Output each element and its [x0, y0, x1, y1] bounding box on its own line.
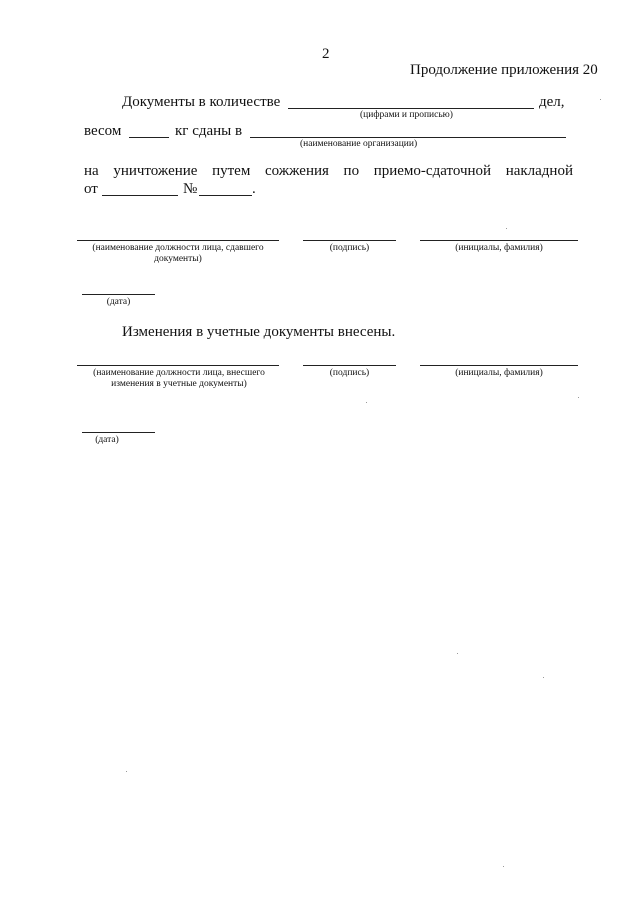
name-caption-1: (инициалы, фамилия)	[455, 243, 543, 253]
signature-field-2[interactable]	[303, 365, 396, 366]
name-caption-2: (инициалы, фамилия)	[455, 368, 543, 378]
signature-field-1[interactable]	[303, 240, 396, 241]
word: сожжения	[264, 163, 329, 179]
scan-speck	[543, 677, 544, 678]
changes-statement: Изменения в учетные документы внесены.	[122, 324, 396, 340]
period: .	[252, 181, 256, 197]
number-sign: №	[183, 181, 198, 197]
weight-field[interactable]	[129, 137, 169, 138]
signature-caption-1: (подпись)	[329, 243, 370, 253]
units-label: дел,	[539, 94, 565, 110]
appendix-header: Продолжение приложения 20	[410, 62, 598, 78]
invoice-date-field[interactable]	[102, 195, 178, 196]
from-label: от	[84, 181, 98, 197]
documents-count-caption: (цифрами и прописью)	[360, 110, 453, 120]
page-number: 2	[322, 46, 330, 62]
position-field-2[interactable]	[77, 365, 279, 366]
position-caption-1: (наименование должности лица, сдавшего документы)	[92, 243, 264, 264]
scan-speck	[578, 397, 579, 398]
scan-speck	[600, 99, 601, 100]
word: путем	[212, 163, 251, 179]
organization-caption: (наименование организации)	[300, 139, 418, 149]
handed-to-label: кг сданы в	[175, 123, 243, 139]
destruction-sentence	[84, 163, 573, 180]
date-caption-2: (дата)	[95, 435, 119, 445]
position-caption-2: (наименование должности лица, внесшего изменения в учетные документы)	[93, 368, 265, 389]
word: приемо-сдаточной	[373, 163, 492, 179]
position-field-1[interactable]	[77, 240, 279, 241]
word: на	[84, 163, 99, 179]
word: накладной	[505, 163, 573, 179]
invoice-number-field[interactable]	[199, 195, 252, 196]
scan-speck	[503, 866, 504, 867]
weight-label: весом	[84, 123, 122, 139]
scan-speck	[126, 771, 127, 772]
word: уничтожение	[113, 163, 198, 179]
scan-speck	[457, 653, 458, 654]
word: по	[343, 163, 360, 179]
date-field-2[interactable]	[82, 432, 155, 433]
documents-count-label: Документы в количестве	[122, 94, 281, 110]
date-field-1[interactable]	[82, 294, 155, 295]
organization-field[interactable]	[250, 137, 566, 138]
scan-speck	[366, 402, 367, 403]
documents-count-field[interactable]	[288, 108, 534, 109]
signature-caption-2: (подпись)	[329, 368, 370, 378]
scan-speck	[506, 228, 507, 229]
name-field-2[interactable]	[420, 365, 578, 366]
date-caption-1: (дата)	[106, 297, 131, 307]
name-field-1[interactable]	[420, 240, 578, 241]
